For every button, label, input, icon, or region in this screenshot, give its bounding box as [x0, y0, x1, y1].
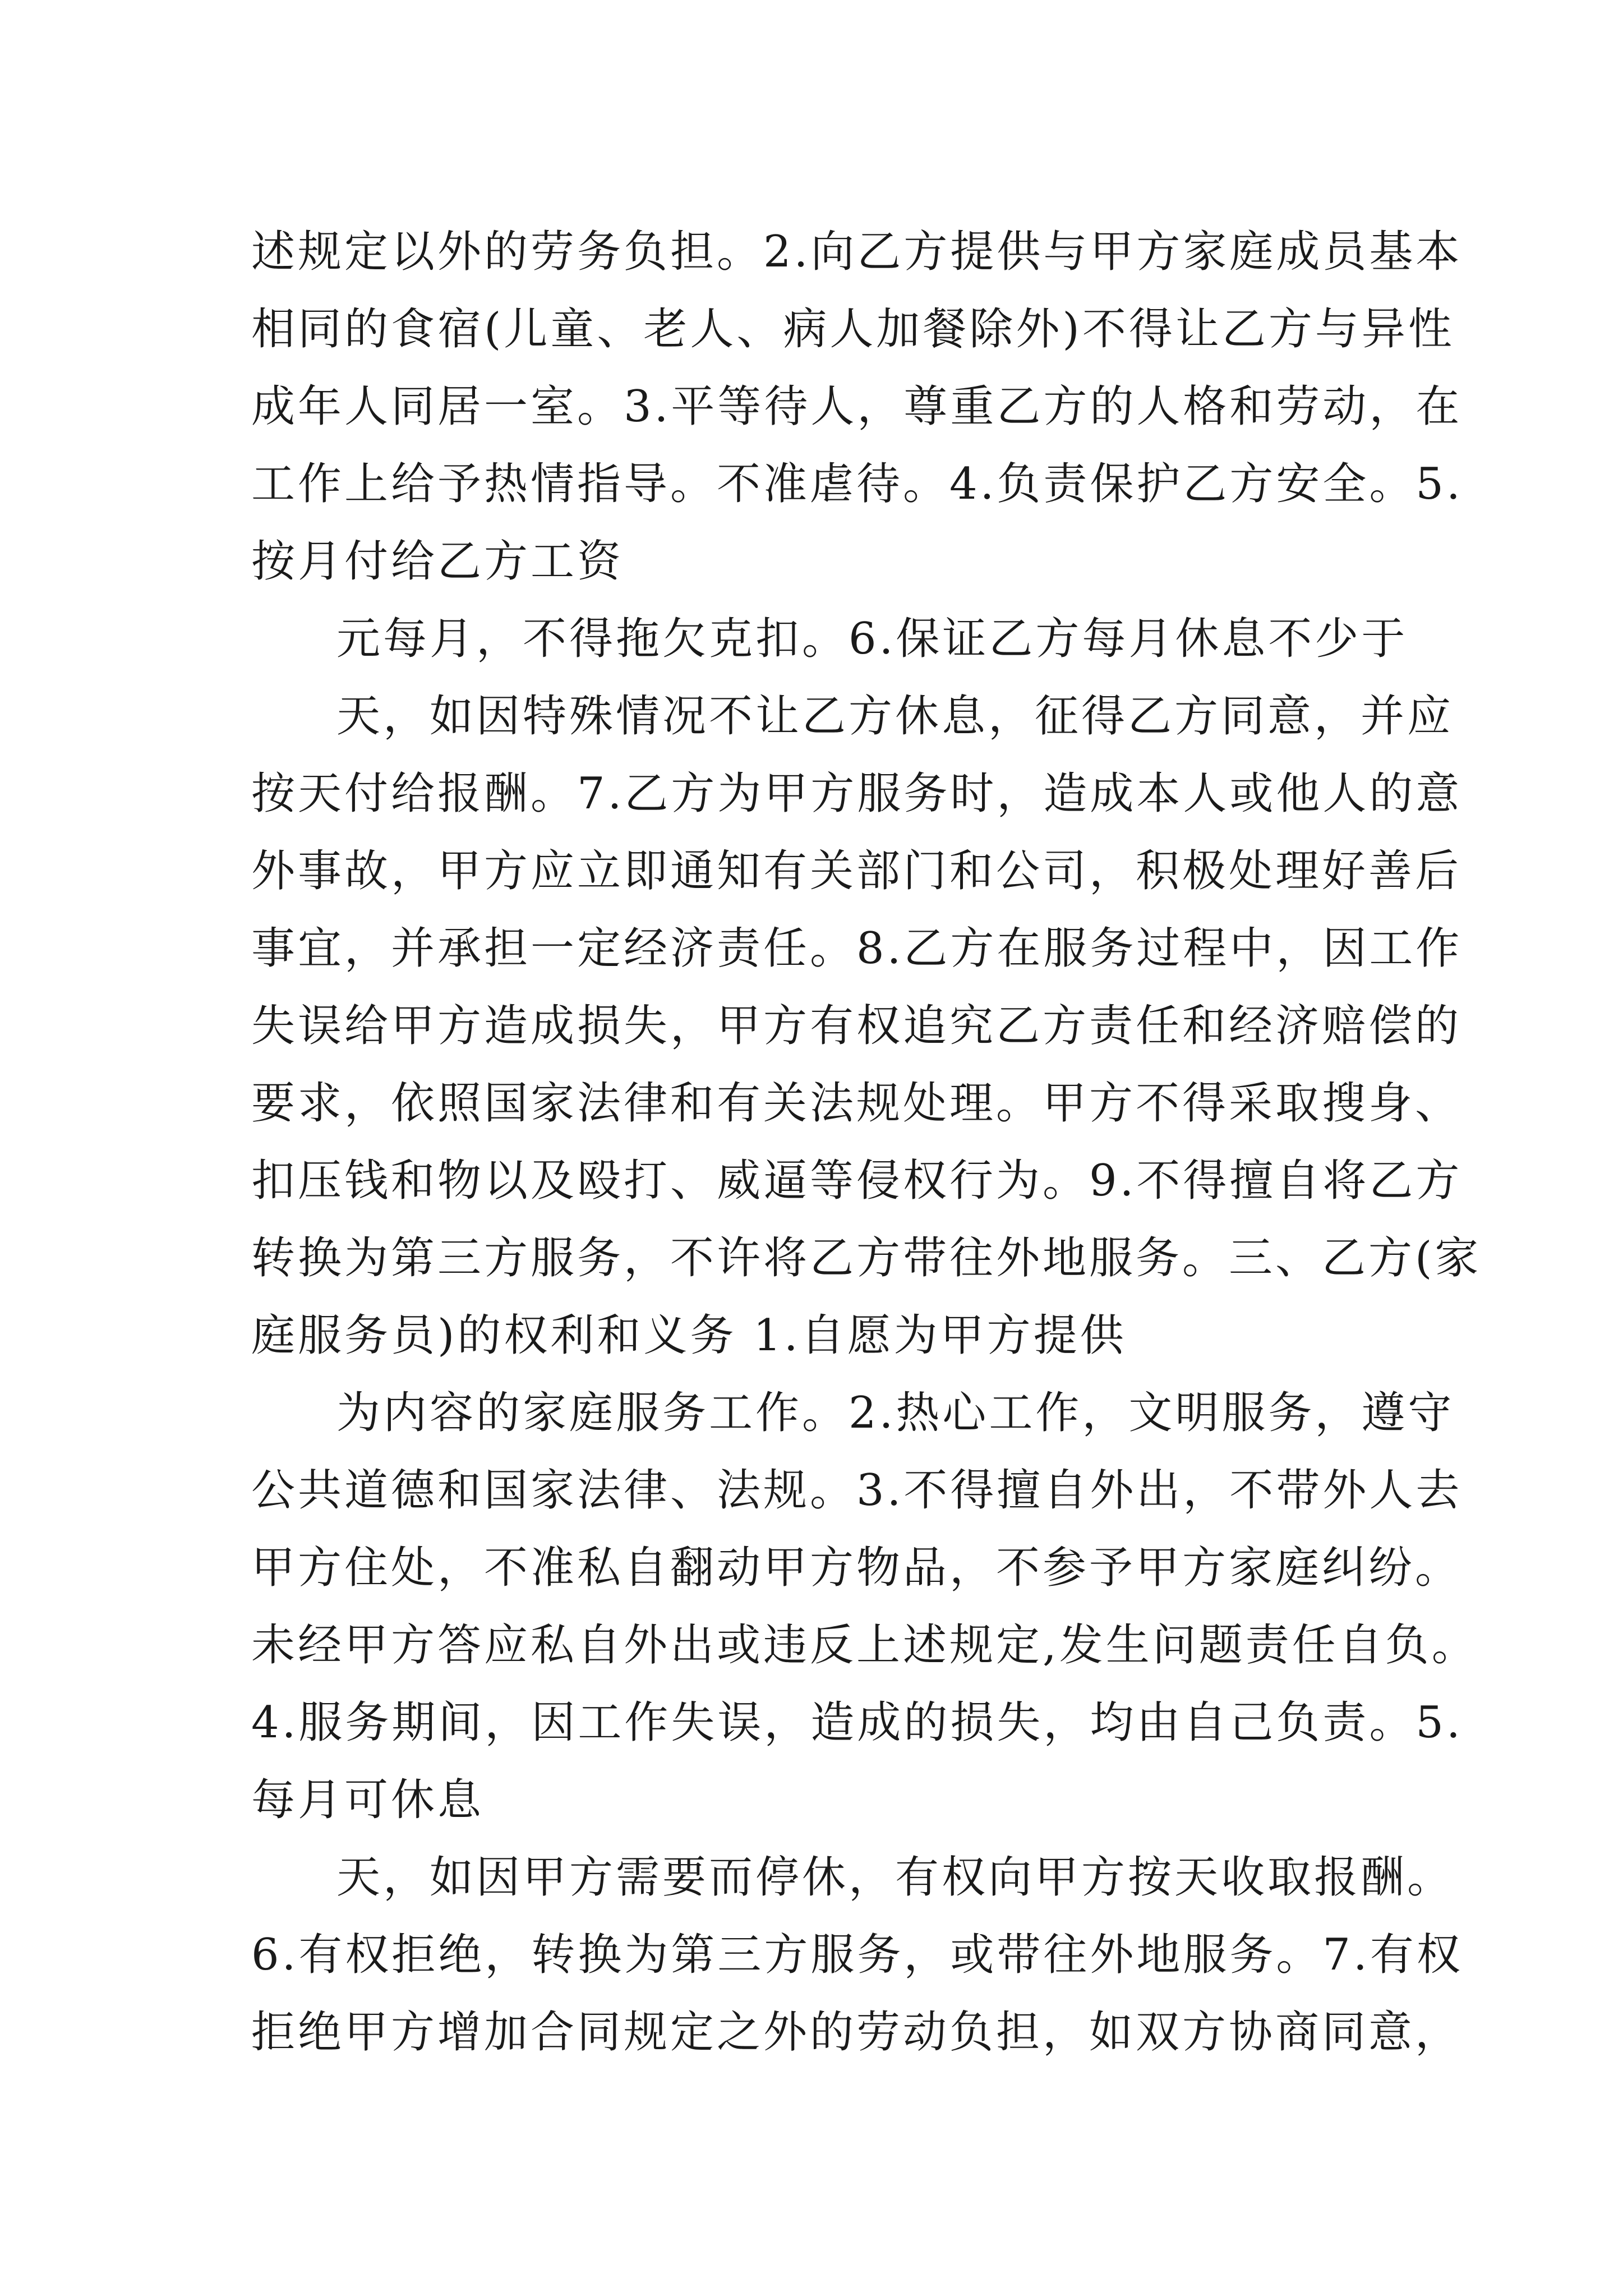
- text-line-20: 4.服务期间，因工作失误，造成的损失，均由自己负责。5.: [251, 1697, 1463, 1748]
- text-line-14: 转换为第三方服务，不许将乙方带往外地服务。三、乙方(家: [251, 1233, 1482, 1283]
- text-line-3: 成年人同居一室。3.平等待人，尊重乙方的人格和劳动，在: [251, 381, 1463, 432]
- text-line-10: 事宜，并承担一定经济责任。8.乙方在服务过程中，因工作: [251, 923, 1463, 974]
- text-line-13: 扣压钱和物以及殴打、威逼等侵权行为。9.不得擅自将乙方: [251, 1156, 1463, 1206]
- contract-body-text: [251, 213, 1482, 2071]
- text-line-2: 相同的食宿(儿童、老人、病人加餐除外)不得让乙方与异性: [251, 304, 1455, 355]
- text-line-19: 未经甲方答应私自外出或违反上述规定,发生问题责任自负。: [251, 1620, 1478, 1671]
- text-line-21: 每月可休息: [251, 1775, 485, 1825]
- text-line-11: 失误给甲方造成损失，甲方有权追究乙方责任和经济赔偿的: [251, 1001, 1462, 1051]
- text-line-12: 要求，依照国家法律和有关法规处理。甲方不得采取搜身、: [251, 1078, 1462, 1129]
- text-line-23: 6.有权拒绝，转换为第三方服务，或带往外地服务。7.有权: [251, 1930, 1463, 1980]
- text-line-1: 述规定以外的劳务负担。2.向乙方提供与甲方家庭成员基本: [251, 227, 1463, 277]
- text-line-17: 公共道德和国家法律、法规。3.不得擅自外出，不带外人去: [251, 1465, 1463, 1516]
- text-line-16: 为内容的家庭服务工作。2.热心工作，文明服务，遵守: [336, 1388, 1455, 1438]
- text-line-8: 按天付给报酬。7.乙方为甲方服务时，造成本人或他人的意: [251, 769, 1463, 819]
- text-line-4: 工作上给予热情指导。不准虐待。4.负责保护乙方安全。5.: [251, 459, 1463, 509]
- text-line-24: 拒绝甲方增加合同规定之外的劳动负担，如双方协商同意，: [251, 2007, 1462, 2058]
- text-line-5: 按月付给乙方工资: [251, 536, 624, 587]
- text-line-22: 天，如因甲方需要而停休，有权向甲方按天收取报酬。: [336, 1852, 1454, 1903]
- text-line-7: 天，如因特殊情况不让乙方休息，征得乙方同意，并应: [336, 691, 1454, 742]
- text-line-9: 外事故，甲方应立即通知有关部门和公司，积极处理好善后: [251, 846, 1462, 896]
- text-line-6: 元每月，不得拖欠克扣。6.保证乙方每月休息不少于: [336, 614, 1408, 664]
- text-line-18: 甲方住处，不准私自翻动甲方物品，不参予甲方家庭纠纷。: [251, 1543, 1462, 1593]
- text-line-15: 庭服务员)的权利和义务 1.自愿为甲方提供: [251, 1310, 1127, 1361]
